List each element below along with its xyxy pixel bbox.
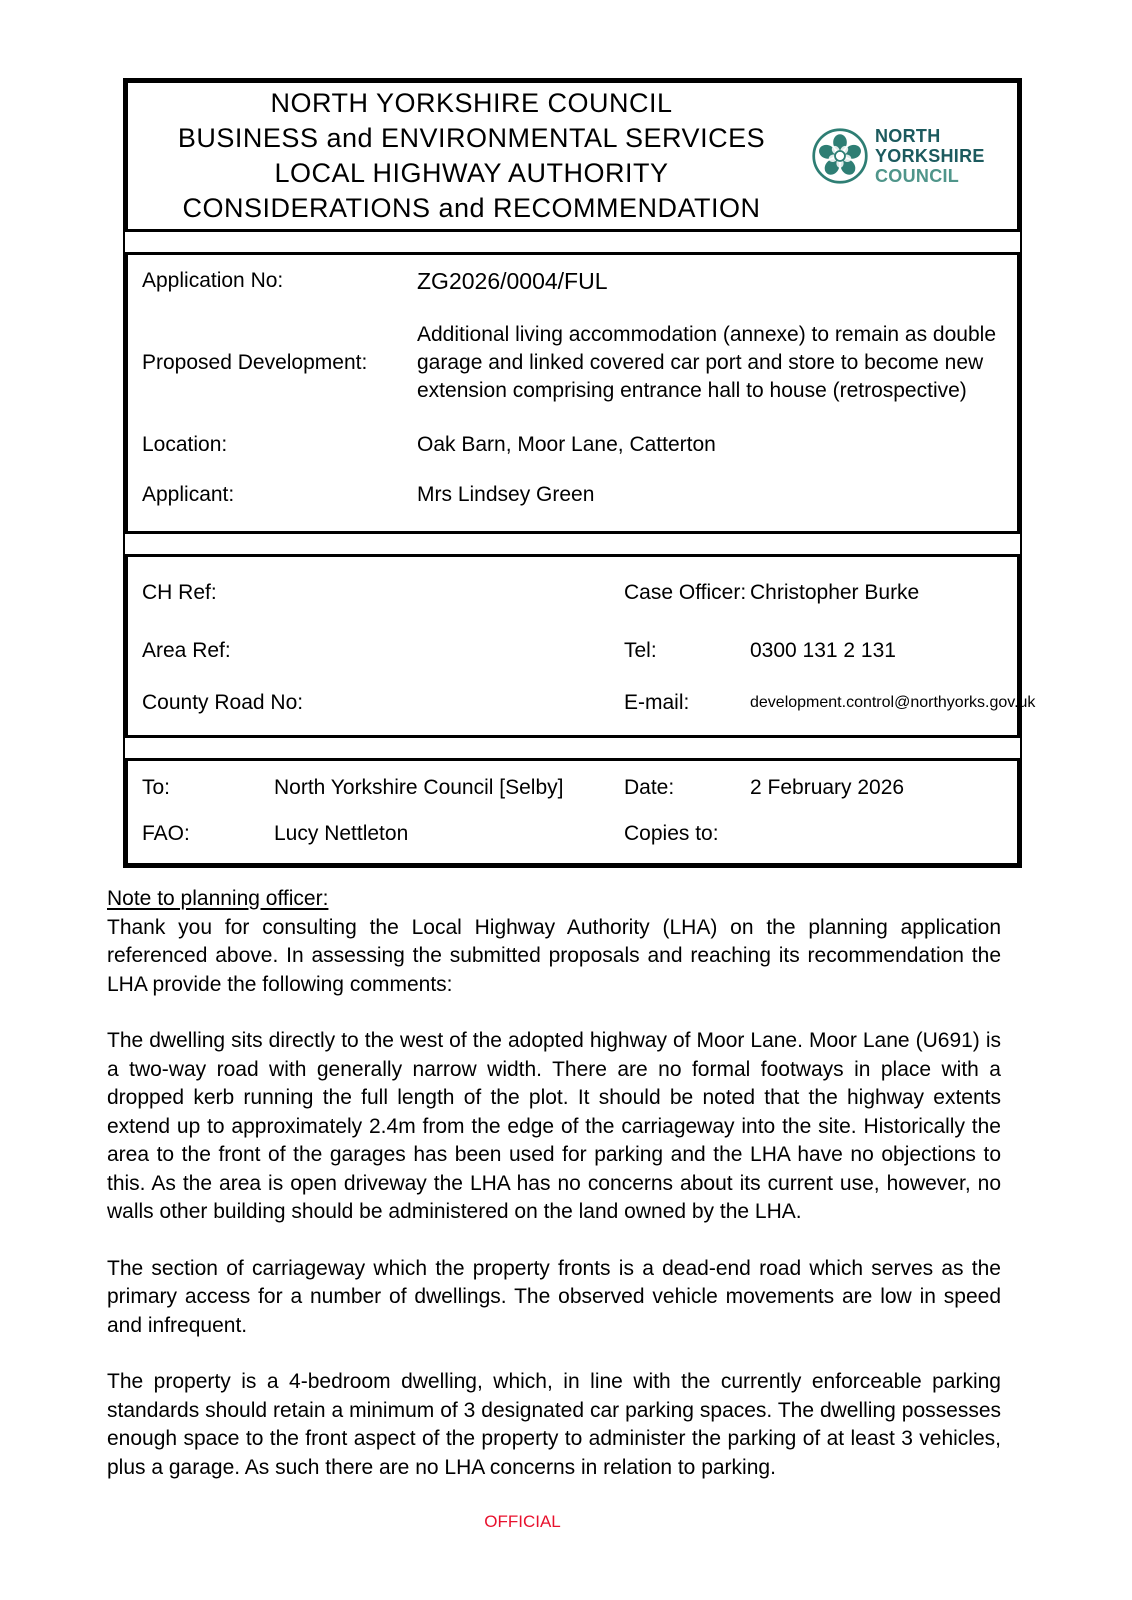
header-title-line3: LOCAL HIGHWAY AUTHORITY [274, 158, 669, 188]
council-rose-icon [811, 127, 869, 185]
county-road-no-label: County Road No: [142, 691, 304, 714]
proposed-development-value: Additional living accommodation (annexe) to remain as double garage and linked covered car port and store to become new extension comprising entrance hall to house (retrospective) [417, 323, 996, 402]
location-label: Location: [142, 433, 228, 456]
routing-box [125, 758, 1020, 866]
paragraph-consultation-intro: Thank you for consulting the Local Highway Authority (LHA) on the planning application referenced above. In assessing the submitted proposals and reaching its recommendation the LHA provide the following comments: [107, 915, 1001, 996]
applicant-row [128, 481, 1017, 509]
paragraph-parking-assessment: The property is a 4-bedroom dwelling, which, in line with the currently enforceable parking standards should retain a minimum of 3 designated car parking spaces. The dwelling possesses enough space to the front aspect of the property to administer the parking of at least 3 vehicles, plus a garage. As such there are no LHA concerns in relation to parking. [107, 1370, 1001, 1479]
header-titles [132, 86, 811, 226]
fao-label: FAO: [142, 822, 190, 845]
application-details-box [125, 252, 1020, 534]
application-no-label: Application No: [142, 269, 284, 292]
area-ref-label: Area Ref: [142, 639, 231, 662]
email-value: development.control@northyorks.gov.uk [750, 694, 1036, 711]
ch-ref-case-officer-row [128, 561, 1017, 625]
application-no-row [128, 267, 1017, 295]
case-officer-label: Case Officer: [624, 581, 747, 604]
tel-label: Tel: [624, 639, 657, 662]
logo-line-council: COUNCIL [875, 166, 960, 186]
county-road-email-row [128, 677, 1036, 729]
note-to-planning-officer-heading: Note to planning officer: [107, 887, 329, 910]
official-classification-label: OFFICIAL [484, 1512, 561, 1531]
location-row [128, 431, 1017, 459]
header-box [125, 80, 1020, 232]
paragraph-highway-description: The dwelling sits directly to the west of the adopted highway of Moor Lane. Moor Lane (U691) is a two-way road with generally narrow width. There are no formal footways in place with a dropped kerb running the full length of the plot. It should be noted that the highway extents extend up to approximately 2.4m from the edge of the carriageway into the site. Historically the area to the front of the garages has been used for parking and the LHA have no objections to this. As the area is open driveway the LHA has no concerns about its current use, however, no walls other building should be administered on the land owned by the LHA. [107, 1029, 1001, 1223]
proposed-development-label: Proposed Development: [142, 351, 368, 374]
to-value: North Yorkshire Council [Selby] [274, 776, 564, 799]
email-label: E-mail: [624, 691, 690, 714]
header-title-line1: NORTH YORKSHIRE COUNCIL [270, 88, 673, 118]
fao-copies-row [128, 811, 1017, 857]
case-officer-value: Christopher Burke [750, 581, 920, 604]
tel-value: 0300 131 2 131 [750, 639, 896, 662]
header-title-line4: CONSIDERATIONS and RECOMMENDATION [182, 193, 761, 223]
location-value: Oak Barn, Moor Lane, Catterton [417, 433, 716, 456]
copies-to-label: Copies to: [624, 822, 719, 845]
contact-box [125, 554, 1036, 738]
applicant-value: Mrs Lindsey Green [417, 483, 595, 506]
logo-line-north: NORTH [875, 126, 941, 146]
date-value: 2 February 2026 [750, 776, 905, 799]
area-ref-tel-row [128, 625, 1017, 677]
header-title-line2: BUSINESS and ENVIRONMENTAL SERVICES [177, 123, 766, 153]
paragraph-carriageway-section: The section of carriageway which the property fronts is a dead-end road which serves as the primary access for a number of dwellings. The observed vehicle movements are low in speed and infrequent. [107, 1256, 1001, 1337]
council-logo [811, 126, 1007, 186]
form-frame [123, 78, 1036, 868]
logo-line-yorkshire: YORKSHIRE [875, 146, 985, 166]
to-label: To: [142, 776, 171, 799]
fao-value: Lucy Nettleton [274, 822, 409, 845]
ch-ref-label: CH Ref: [142, 581, 217, 604]
to-date-row [128, 765, 1017, 811]
proposed-development-row [128, 321, 1017, 405]
date-label: Date: [624, 776, 675, 799]
applicant-label: Applicant: [142, 483, 235, 506]
application-no-value: ZG2026/0004/FUL [417, 268, 608, 294]
body-text [107, 885, 1001, 1510]
council-logo-text [875, 126, 985, 186]
